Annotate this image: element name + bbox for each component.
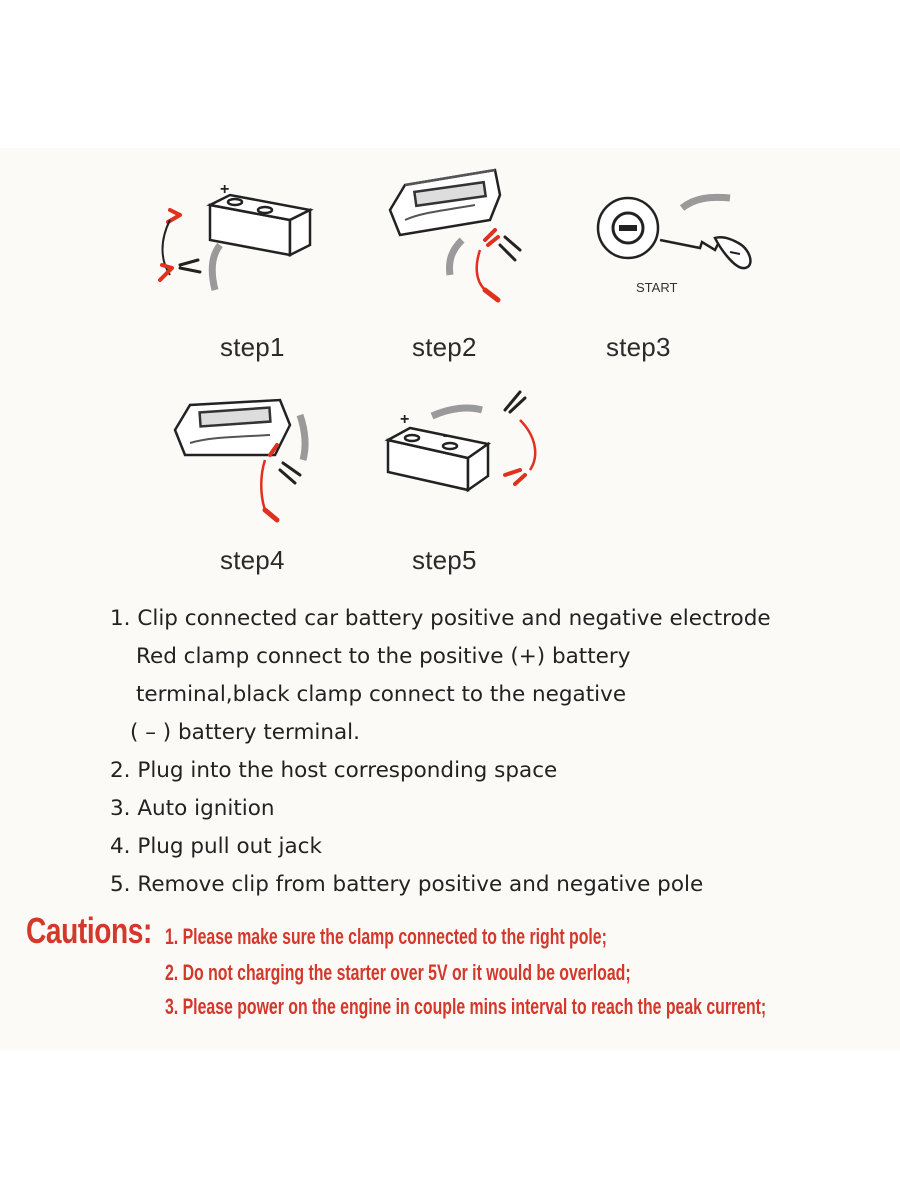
step1-illustration [140,180,320,300]
svg-text:–: – [443,427,451,443]
svg-text:+: + [220,181,230,198]
instruction-1: 1. Clip connected car battery positive and negative electrode [110,606,771,631]
ignition-key-icon [598,198,750,268]
battery-icon [210,195,310,255]
clamp-icon [505,392,535,484]
step1-label: step1 [220,332,285,362]
step5-label: step5 [412,545,477,575]
instruction-4: 4. Plug pull out jack [110,834,322,859]
caution-3: 3. Please power on the engine in couple mins interval to reach the peak current; [165,994,767,1019]
instructions-list [110,600,870,904]
cautions-title: Cautions: [26,910,152,951]
step4-illustration [165,385,335,525]
instruction-1-detail-a: Red clamp connect to the positive (+) battery [136,644,631,669]
caution-2: 2. Do not charging the starter over 5V or it would be overload; [165,960,631,985]
caution-1: 1. Please make sure the clamp connected to the right pole; [165,924,607,949]
instruction-2: 2. Plug into the host corresponding space [110,758,558,783]
step4-label: step4 [220,545,285,575]
arrow-icon [300,415,305,460]
instruction-5: 5. Remove clip from battery positive and negative pole [110,872,704,897]
instruction-3: 3. Auto ignition [110,796,275,821]
svg-text:–: – [270,194,278,210]
jump-starter-icon [175,400,290,455]
arrow-icon [450,240,463,275]
step2-illustration [380,165,550,305]
step5-illustration [380,380,560,500]
step2-label: step2 [412,332,477,362]
instruction-1-detail-c: ( – ) battery terminal. [130,720,360,745]
arrow-icon [432,408,482,416]
svg-text:+: + [400,411,410,428]
instruction-1-detail-b: terminal,black clamp connect to the negative [136,682,627,707]
jump-starter-icon [390,170,500,235]
battery-icon [388,428,488,490]
step3-illustration [590,178,760,288]
start-label: START [636,280,678,295]
clamp-icon [477,230,520,300]
step3-label: step3 [606,332,671,362]
clamp-icon [160,210,200,280]
arrow-icon [212,245,220,290]
arrow-icon [682,197,730,208]
